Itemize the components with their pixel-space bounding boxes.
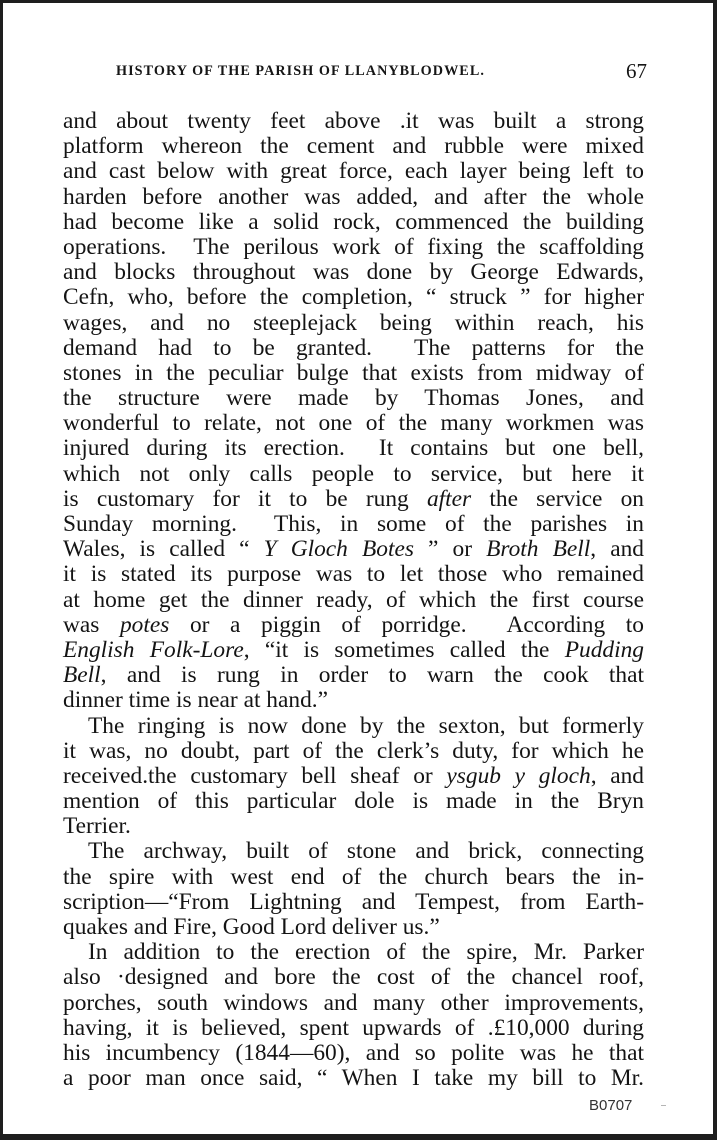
running-title: HISTORY OF THE PARISH OF LLANYBLODWEL. [116,63,485,79]
text-segment: Sunday morning. This, in some of the parishes in [63,511,644,537]
text-line [63,915,644,940]
text-segment: at home get the dinner ready, of which the first course [63,586,644,613]
text-line [63,839,644,864]
text-segment: was [63,611,120,638]
text-segment: stones in the peculiar bulge that exists from midway of [63,359,644,386]
text-line [63,890,644,915]
text-segment: wages, and no steeplejack being within reach, his [63,309,644,336]
text-segment: demand had to be granted. The patterns for the [63,334,644,361]
text-segment: The archway, built of stone and brick, connecting [88,838,644,865]
text-segment: having, it is believed, spent upwards of .£10,000 during [63,1014,644,1041]
text-segment: which not only calls people to service, but here it [63,460,644,487]
text-line [63,487,644,512]
text-segment: quakes and Fire, Good Lord deliver us.” [63,914,440,940]
text-segment: Terrier. [63,813,131,840]
text-line [63,814,644,839]
text-line [63,210,644,235]
text-line [63,688,644,713]
text-segment: porches, south windows and many other improvements, [63,989,644,1016]
text-segment: or a piggin of porridge. According to [169,611,644,638]
text-segment: received.the customary bell sheaf or [63,762,447,789]
italic-text: Pudding [564,636,644,663]
text-segment: the structure were made by Thomas Jones, and [63,385,644,412]
text-line [63,588,644,613]
text-line [63,537,644,562]
text-segment: ” or [413,536,487,563]
text-segment: , and [590,536,644,563]
text-line [63,940,644,965]
page-number: 67 [626,59,647,83]
text-segment: platform whereon the cement and rubble were mixed [63,133,644,160]
italic-text: ysgub y gloch [446,762,591,789]
text-segment: is customary for it to be rung [63,485,427,512]
text-segment: and about twenty feet above .it was built a strong [63,108,644,134]
text-line [63,613,644,638]
scan-code: B0707 [589,1097,633,1114]
text-line [63,336,644,361]
text-line [63,663,644,688]
book-page [3,3,713,1134]
text-line [63,311,644,336]
text-line [63,361,644,386]
text-segment: , and is rung in order to warn the cook that [100,662,644,689]
text-segment: and cast below with great force, each layer being left to [63,158,644,185]
text-segment: also ·designed and bore the cost of the chancel roof, [63,964,644,991]
text-segment: mention of this particular dole is made in the Bryn [63,788,644,815]
text-segment: , and [590,762,645,789]
running-header [116,61,647,83]
text-line [63,512,644,537]
text-segment: his incumbency (1844—60), and so polite was he that [63,1039,644,1066]
text-segment: Cefn, who, before the completion, “ struck ” for higher [63,284,644,311]
text-segment: a poor man once said, “ When I take my bill to Mr. [63,1065,644,1092]
text-line [63,789,644,814]
text-segment: the service on [471,485,644,512]
text-line [63,386,644,411]
text-line [63,1016,644,1041]
text-line [63,109,644,134]
text-line [63,739,644,764]
text-line [63,134,644,159]
text-line [63,235,644,260]
text-line [63,1041,644,1066]
text-line [63,562,644,587]
text-segment: and blocks throughout was done by George Edwards, [63,259,644,286]
italic-text: English Folk-Lore [63,636,244,663]
italic-text: Bell [63,662,101,689]
text-line [63,285,644,310]
text-line [63,638,644,663]
italic-text: Y Gloch Botes [263,536,414,563]
text-segment: had become like a solid rock, commenced the building [63,208,644,235]
text-line [63,411,644,436]
text-segment: In addition to the erection of the spire, Mr. Parker [88,939,644,966]
text-segment: dinner time is near at hand.” [63,687,328,714]
text-segment: , “it is sometimes called the [243,636,565,663]
text-line [63,462,644,487]
text-segment: harden before another was added, and after the whole [63,183,644,210]
text-segment: The ringing is now done by the sexton, but formerly [88,712,644,739]
text-line [63,159,644,184]
text-segment: Wales, is called “ [63,536,264,563]
text-line [63,865,644,890]
text-line [63,714,644,739]
text-segment: the spire with west end of the church bears the in- [63,863,644,890]
text-segment: it was, no doubt, part of the clerk’s duty, for which he [63,737,644,764]
italic-text: potes [119,611,170,638]
text-segment: scription—“From Lightning and Tempest, from Earth- [63,888,644,915]
text-segment: injured during its erection. It contains but one bell, [63,435,644,462]
scan-mark [661,1105,666,1106]
text-line [63,965,644,990]
italic-text: Broth Bell [486,536,591,563]
text-segment: wonderful to relate, not one of the many workmen was [63,410,644,437]
text-line [63,260,644,285]
text-line [63,185,644,210]
italic-text: after [426,485,472,512]
text-line [63,991,644,1016]
text-line [63,1066,644,1091]
text-segment: operations. The perilous work of fixing the scaffolding [63,233,644,260]
text-line [63,436,644,461]
text-segment: it is stated its purpose was to let those who remained [63,561,644,588]
body-text [63,109,644,1091]
text-line [63,764,644,789]
